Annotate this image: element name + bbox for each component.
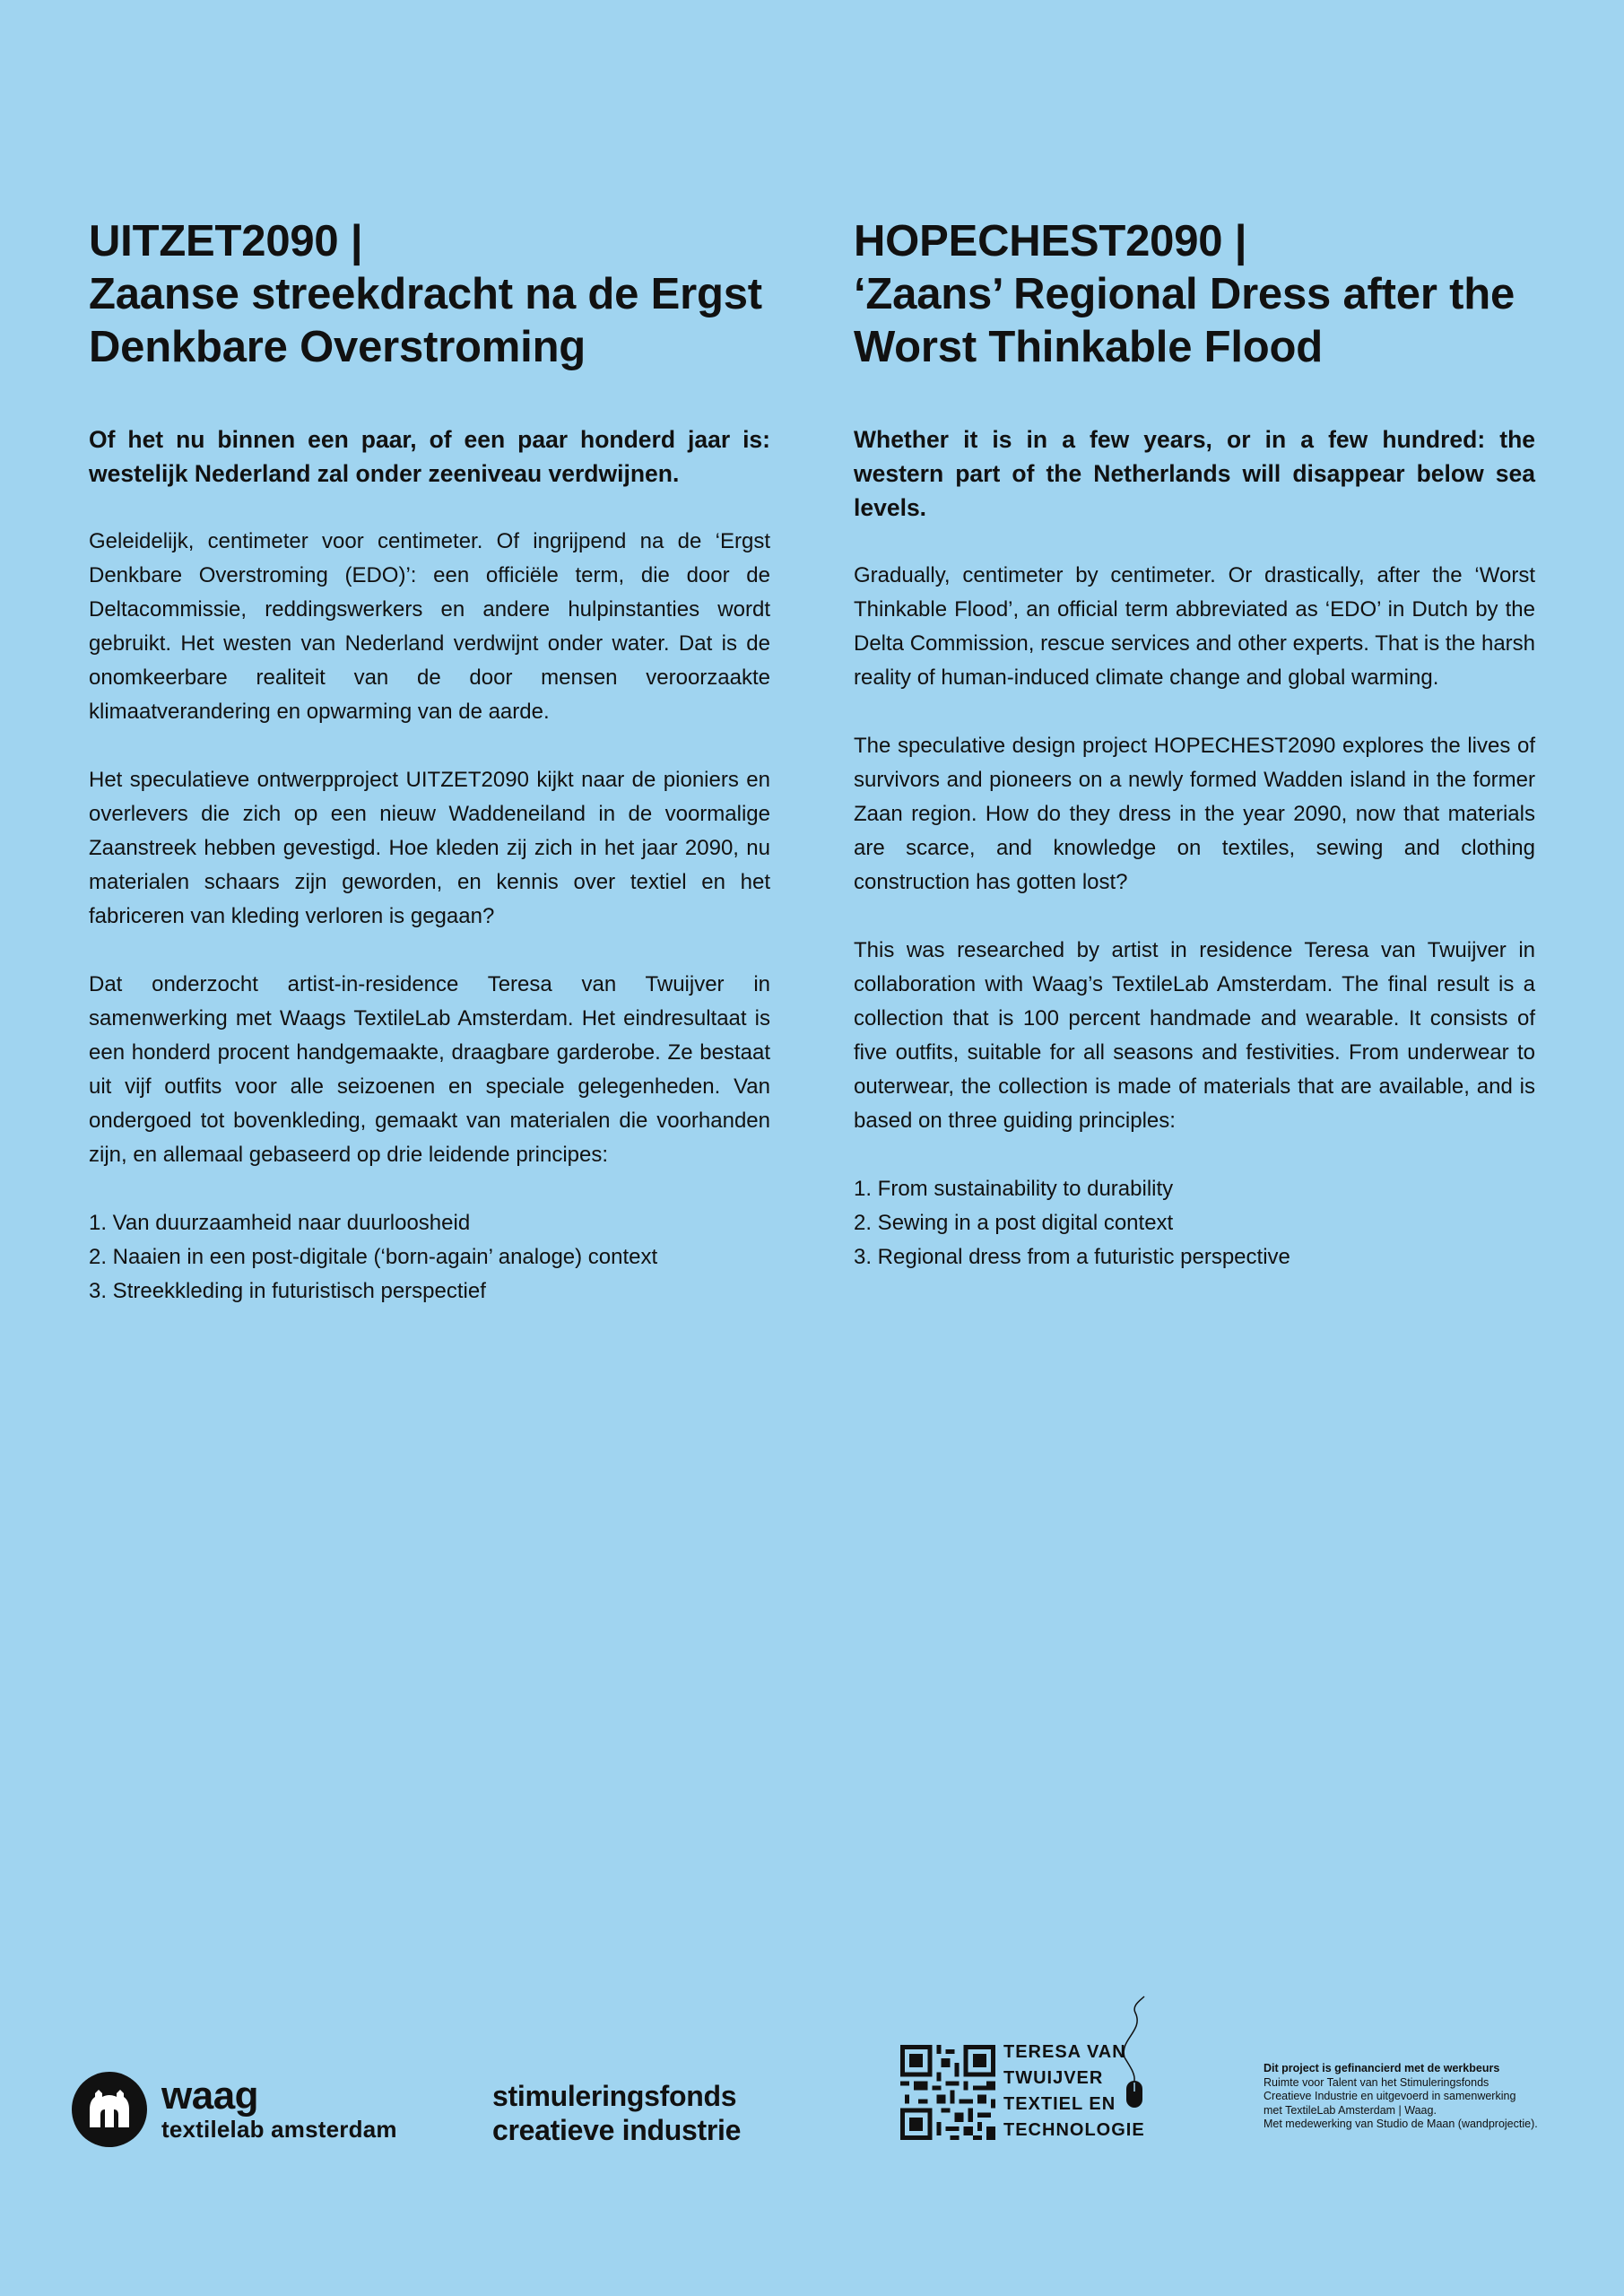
english-paragraph: Gradually, centimeter by centimeter. Or drastically, after the ‘Worst Thinkable Flood’, an official term abbreviated as ‘EDO’ in Dutch by the Delta Commission, rescue services and other experts. That is the harsh reality of human-induced climate change and global warming.: [854, 563, 1535, 690]
english-title: HOPECHEST2090 | ‘Zaans’ Regional Dress after the Worst Thinkable Flood: [854, 217, 1515, 371]
list-item: 3. Streekkleding in futuristisch perspectief: [89, 1279, 486, 1303]
waag-name: waag: [161, 2074, 259, 2118]
dutch-column: [89, 215, 770, 1309]
computer-mouse-icon: [1117, 1995, 1153, 2120]
list-item: 2. Sewing in a post digital context: [854, 1211, 1174, 1235]
dutch-paragraph: Dat onderzocht artist-in-residence Teresa van Twuijver in samenwerking met Waags TextileLab Amsterdam. Het eindresultaat is een honderd procent handgemaakte, draagbare garderobe. Ze bestaat uit vijf outfits voor alle seizoenen en speciale gelegenheden. Van ondergoed tot bovenkleding, gemaakt van materialen die voorhanden zijn, en allemaal gebaseerd op drie leidende principes:: [89, 972, 770, 1167]
waag-building-icon: [72, 2072, 147, 2147]
waag-subtitle: textilelab amsterdam: [161, 2116, 397, 2143]
dutch-principles-list: [89, 1206, 770, 1309]
qr-code-icon: [900, 2045, 995, 2140]
funding-credit: Dit project is gefinancierd met de werkbeurs Ruimte voor Talent van het Stimuleringsfonds Creatieve Industrie en uitgevoerd in samenwerking met TextileLab Amsterdam | Waag. Met medewerking van Studio de Maan (wandprojectie).: [1264, 2062, 1538, 2130]
footer-logos: [0, 1991, 1624, 2170]
english-paragraph: This was researched by artist in residence Teresa van Twuijver in collaboration with Waag’s TextileLab Amsterdam. The final result is a collection that is 100 percent handmade and wearable. It consists of five outfits, suitable for all seasons and festivities. From underwear to outerwear, the collection is made of materials that are available, and is based on three guiding principles:: [854, 938, 1535, 1133]
dutch-title: UITZET2090 | Zaanse streekdracht na de Ergst Denkbare Overstroming: [89, 217, 762, 371]
dutch-paragraph: Geleidelijk, centimeter voor centimeter. Of ingrijpend na de ‘Ergst Denkbare Overstroming (EDO)’: een officiële term, die door de Deltacommissie, reddingswerkers en andere hulpinstanties wordt gebruikt. Het westen van Nederland verdwijnt onder water. Dat is de onomkeerbare realiteit van de door mensen veroorzaakte klimaatverandering en opwarming van de aarde.: [89, 529, 770, 724]
waag-logo: [72, 2072, 397, 2147]
stimuleringsfonds-logo: stimuleringsfonds creatieve industrie: [492, 2080, 742, 2146]
english-lead: Whether it is in a few years, or in a few hundred: the western part of the Netherlands will disappear below sea levels.: [854, 426, 1535, 521]
list-item: 2. Naaien in een post-digitale (‘born-again’ analoge) context: [89, 1245, 658, 1269]
english-paragraph: The speculative design project HOPECHEST2090 explores the lives of survivors and pioneers on a newly formed Wadden island in the former Zaan region. How do they dress in the year 2090, now that materials are scarce, and knowledge on textiles, sewing and clothing construction has gotten lost?: [854, 734, 1535, 894]
english-column: [854, 215, 1535, 1274]
english-principles-list: [854, 1172, 1535, 1274]
list-item: 3. Regional dress from a futuristic perspective: [854, 1245, 1290, 1269]
dutch-lead: Of het nu binnen een paar, of een paar honderd jaar is: westelijk Nederland zal onder zeeniveau verdwijnen.: [89, 426, 770, 487]
teresa-van-twuijver-logo: TERESA VAN TWUIJVER TEXTIEL EN TECHNOLOGIE: [1003, 2042, 1145, 2140]
list-item: 1. Van duurzaamheid naar duurloosheid: [89, 1211, 471, 1235]
list-item: 1. From sustainability to durability: [854, 1177, 1174, 1201]
dutch-paragraph: Het speculatieve ontwerpproject UITZET2090 kijkt naar de pioniers en overlevers die zich op een nieuw Waddeneiland in de voormalige Zaanstreek hebben gevestigd. Hoe kleden zij zich in het jaar 2090, nu materialen schaars zijn geworden, en kennis over textiel en het fabriceren van kleding verloren is gegaan?: [89, 768, 770, 928]
